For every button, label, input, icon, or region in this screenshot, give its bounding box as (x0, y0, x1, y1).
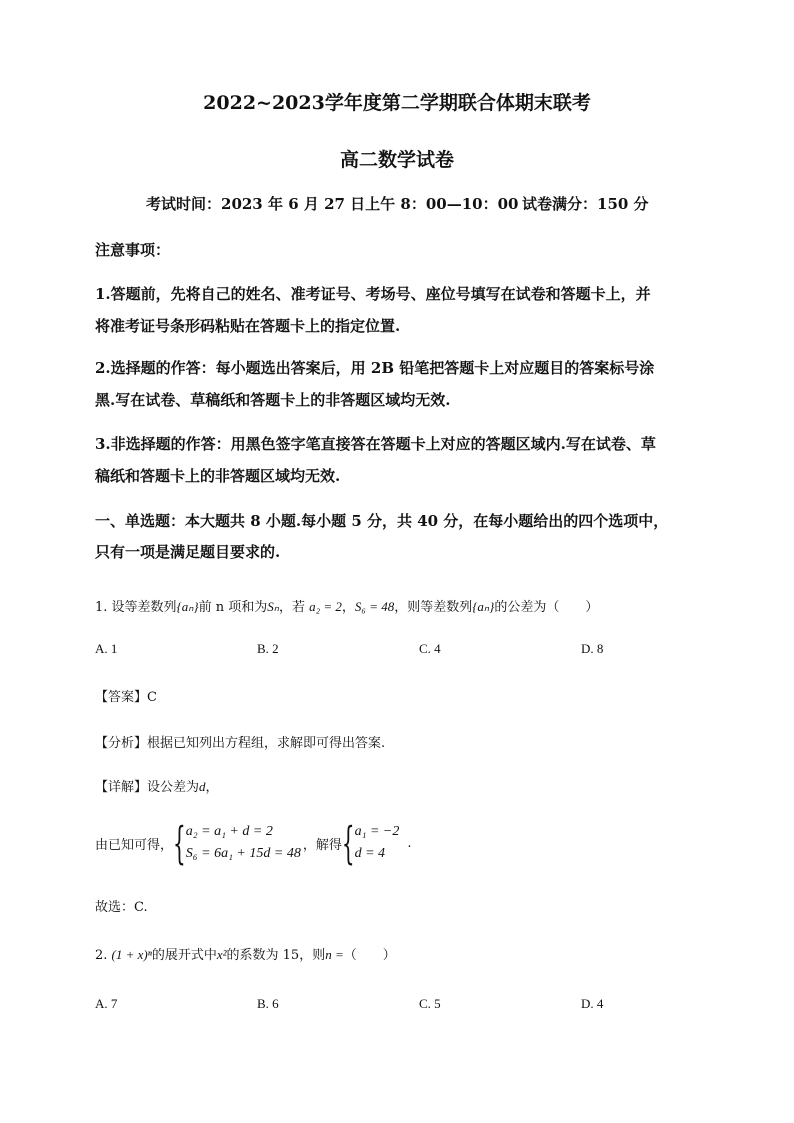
q1-seq: {aₙ} (176, 599, 199, 614)
left-brace: { (173, 816, 186, 870)
notice-item3-line1: 3.非选择题的作答：用黑色签字笔直接答在答题卡上对应的答题区域内.写在试卷、草 (95, 435, 656, 453)
full-score: 试卷满分：150 分 (522, 195, 649, 213)
q2-text-3: 的系数为 15，则 (226, 948, 326, 963)
analysis-text: 根据已知列出方程组，求解即可得出答案. (147, 736, 386, 751)
notice-item1-line2: 将准考证号条形码粘贴在答题卡上的指定位置. (95, 317, 401, 335)
q2-option-d: D. 4 (581, 996, 604, 1011)
q1-choose: 故选：C. (95, 900, 148, 915)
q2-x2: x² (216, 947, 227, 962)
q2-option-a: A. 7 (95, 996, 118, 1011)
exam-time: 考试时间：2023 年 6 月 27 日上午 8：00—10：00 (146, 195, 519, 213)
q1-option-b: B. 2 (257, 641, 279, 656)
question-1-stem (95, 596, 598, 615)
solution-2: d = 4 (354, 846, 386, 861)
q1-equation-system (95, 818, 411, 868)
analysis-tag: 【分析】 (95, 736, 148, 751)
solution-1: a₁ = −2 (354, 824, 400, 839)
q1-text-6: 的公差为（ ） (494, 600, 599, 615)
q1-text-3: ，若 (278, 600, 305, 615)
question-2-stem (95, 944, 396, 963)
solve-text: ，解得 (302, 837, 342, 853)
exam-subtitle: 高二数学试卷 (339, 149, 454, 171)
answer-value: C (147, 690, 157, 705)
q1-text-1: 1. 设等差数列 (95, 600, 177, 615)
detail-d-var: d (199, 779, 206, 794)
detail-text: 设公差为 (147, 780, 200, 795)
q2-text-2: 的展开式中 (151, 948, 217, 963)
solution-dot: . (407, 835, 412, 851)
q1-cond2: S₆ = 48 (354, 599, 395, 614)
notice-heading: 注意事项： (95, 241, 171, 259)
q2-text-4: （ ） (343, 948, 396, 963)
notice-item1-line1: 1.答题前，先将自己的姓名、准考证号、考场号、座位号填写在试卷和答题卡上，并 (95, 285, 651, 303)
q1-answer (95, 686, 157, 705)
q1-text-5: ，则等差数列 (394, 600, 473, 615)
q1-option-d: D. 8 (581, 641, 604, 656)
q1-text-2: 前 n 项和为 (198, 600, 268, 615)
q1-option-a: A. 1 (95, 641, 118, 656)
detail-end: ， (205, 780, 219, 795)
q2-option-b: B. 6 (257, 996, 279, 1011)
q1-detail (95, 776, 219, 795)
answer-tag: 【答案】 (95, 690, 148, 705)
q2-text-1: 2. (95, 948, 108, 963)
q2-expr: (1 + x)ⁿ (111, 947, 152, 962)
q1-sn: Sₙ (267, 599, 279, 614)
notice-item2-line2: 黑.写在试卷、草稿纸和答题卡上的非答题区域均无效. (95, 391, 451, 409)
notice-item2-line1: 2.选择题的作答：每小题选出答案后，用 2B 铅笔把答题卡上对应题目的答案标号涂 (95, 359, 655, 377)
q1-analysis (95, 732, 385, 751)
equation-1: a₂ = a₁ + d = 2 (185, 824, 273, 839)
q1-seq2: {aₙ} (472, 599, 495, 614)
q1-text-4: ， (341, 600, 355, 615)
q2-n: n = (325, 947, 344, 962)
q1-cond1: a₂ = 2 (309, 599, 342, 614)
left-brace-2: { (341, 816, 355, 870)
section1-line1: 一、单选题：本大题共 8 小题.每小题 5 分，共 40 分，在每小题给出的四个选项中， (95, 512, 669, 530)
section1-line2: 只有一项是满足题目要求的. (95, 543, 281, 561)
q2-option-c: C. 5 (419, 996, 441, 1011)
equation-system (186, 821, 301, 865)
detail-tag: 【详解】 (95, 780, 148, 795)
equation-2: S₆ = 6a₁ + 15d = 48 (185, 846, 301, 861)
exam-title: 2022~2023学年度第二学期联合体期末联考 (203, 92, 591, 114)
q1-option-c: C. 4 (419, 641, 441, 656)
solution-system (355, 821, 400, 865)
known-text: 由已知可得， (95, 837, 174, 853)
notice-item3-line2: 稿纸和答题卡上的非答题区域均无效. (95, 467, 341, 485)
